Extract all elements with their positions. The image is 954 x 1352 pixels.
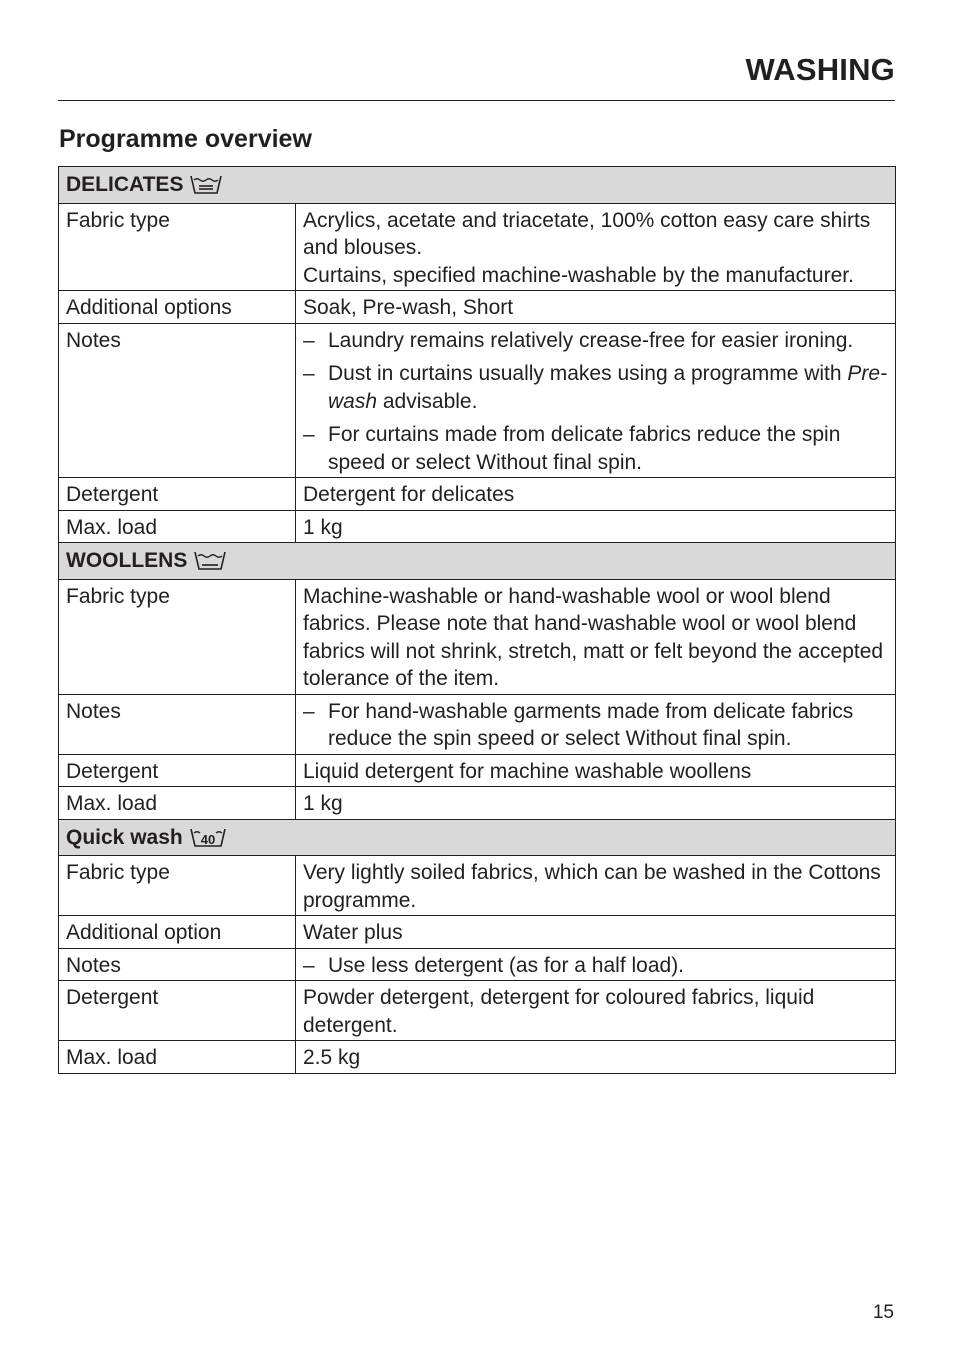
fabric-paragraph: Acrylics, acetate and triacetate, 100% cotton easy care shirts and blouses.	[303, 208, 871, 259]
table-row	[59, 856, 896, 916]
row-value: Water plus	[296, 916, 896, 949]
note-item: – For hand-washable garments made from delicate fabrics reduce the spin speed or select Without final spin.	[303, 698, 889, 753]
row-label: Max. load	[59, 787, 296, 820]
table-row	[59, 948, 896, 981]
note-item: – Use less detergent (as for a half load).	[303, 952, 889, 980]
table-row	[59, 323, 896, 478]
woollens-title: WOOLLENS	[66, 549, 188, 572]
delicates-title: DELICATES	[66, 173, 184, 196]
note-text: advisable.	[377, 389, 478, 413]
row-value: Machine-washable or hand-washable wool or wool blend fabrics. Please note that hand-washable wool or wool blend fabrics will not shrink, stretch, matt or felt beyond the accepted tolerance of the item.	[296, 579, 896, 694]
row-label: Additional options	[59, 291, 296, 324]
wool-tub-icon	[193, 549, 227, 579]
row-label: Detergent	[59, 981, 296, 1041]
row-value: Powder detergent, detergent for coloured fabrics, liquid detergent.	[296, 981, 896, 1041]
table-row	[59, 787, 896, 820]
table-row	[59, 916, 896, 949]
woollens-header-row	[59, 543, 896, 580]
row-value	[296, 694, 896, 754]
note-emphasis: Pre-wash	[328, 362, 888, 413]
row-label: Fabric type	[59, 203, 296, 291]
row-value: Soak, Pre-wash, Short	[296, 291, 896, 324]
table-row	[59, 579, 896, 694]
page-header-title: WASHING	[745, 52, 895, 87]
note-item: – For curtains made from delicate fabrics reduce the spin speed or select Without final spin.	[303, 421, 889, 476]
programme-overview-table	[58, 166, 896, 1074]
row-value: 2.5 kg	[296, 1041, 896, 1074]
quickwash-title: Quick wash	[66, 825, 183, 849]
row-label: Detergent	[59, 754, 296, 787]
table-row	[59, 981, 896, 1041]
table-row	[59, 203, 896, 291]
table-row	[59, 754, 896, 787]
row-label: Fabric type	[59, 856, 296, 916]
row-value	[296, 948, 896, 981]
table-row	[59, 291, 896, 324]
header-divider	[58, 100, 895, 101]
row-value: 1 kg	[296, 787, 896, 820]
row-value: Detergent for delicates	[296, 478, 896, 511]
row-label: Max. load	[59, 510, 296, 543]
table-row	[59, 694, 896, 754]
wash-temperature-label: 40	[200, 831, 215, 847]
table-row	[59, 478, 896, 511]
notes-list	[303, 952, 889, 980]
notes-list	[303, 698, 889, 753]
row-value	[296, 203, 896, 291]
quickwash-header	[59, 819, 896, 856]
row-label: Fabric type	[59, 579, 296, 694]
row-label: Additional option	[59, 916, 296, 949]
row-label: Notes	[59, 948, 296, 981]
delicates-header	[59, 167, 896, 204]
row-value: Very lightly soiled fabrics, which can be washed in the Cottons programme.	[296, 856, 896, 916]
row-label: Notes	[59, 323, 296, 478]
handwash-tub-icon	[189, 173, 223, 203]
row-label: Max. load	[59, 1041, 296, 1074]
woollens-header	[59, 543, 896, 580]
section-title: Programme overview	[59, 125, 312, 153]
table-row	[59, 1041, 896, 1074]
fabric-paragraph: Curtains, specified machine-washable by the manufacturer.	[303, 263, 854, 287]
delicates-header-row	[59, 167, 896, 204]
row-value: 1 kg	[296, 510, 896, 543]
row-value: Liquid detergent for machine washable woollens	[296, 754, 896, 787]
wash-40-tub-icon	[189, 826, 227, 856]
page-number: 15	[872, 1302, 894, 1323]
row-label: Detergent	[59, 478, 296, 511]
quickwash-header-row	[59, 819, 896, 856]
row-value	[296, 323, 896, 478]
note-item: – Laundry remains relatively crease-free for easier ironing.	[303, 327, 889, 355]
table-row	[59, 510, 896, 543]
note-text: Dust in curtains usually makes using a programme with	[328, 362, 848, 385]
note-item	[303, 360, 889, 415]
notes-list	[303, 327, 889, 477]
row-label: Notes	[59, 694, 296, 754]
